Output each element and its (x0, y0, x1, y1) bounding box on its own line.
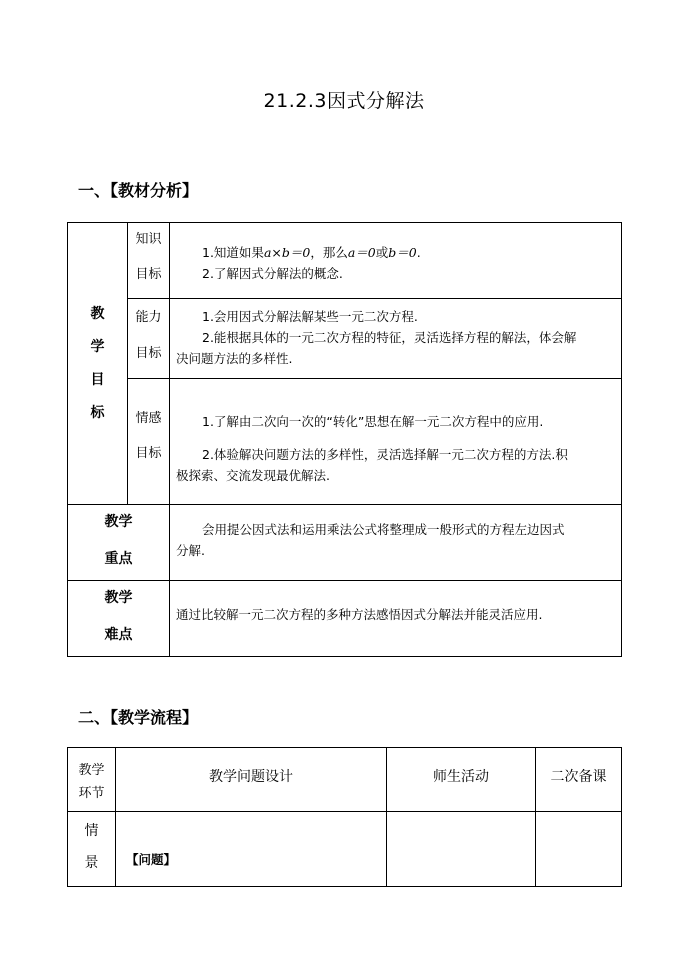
section-heading-analysis: 一、【教材分析】 (78, 181, 199, 200)
analysis-table (67, 222, 622, 657)
emotion-line-3: 极探索、交流发现最优解法. (176, 468, 330, 483)
problem-label: 【问题】 (126, 852, 177, 867)
difficulty-line-1: 通过比较解一元二次方程的多种方法感悟因式分解法并能灵活应用. (176, 607, 543, 622)
header-notes: 二次备课 (536, 748, 622, 812)
key-point-label: 教学 重点 (68, 505, 170, 581)
notes-cell (536, 812, 622, 887)
ability-content (170, 299, 622, 379)
activity-cell (387, 812, 536, 887)
key-point-line-2: 分解. (176, 543, 205, 558)
knowledge-line-1: 1.知道如果a×b＝0，那么a＝0或b＝0. (202, 245, 421, 260)
flow-table (67, 747, 622, 887)
stage-label: 情 景 (68, 812, 116, 887)
knowledge-label: 知识 目标 (128, 223, 170, 299)
knowledge-line-2: 2.了解因式分解法的概念. (202, 266, 343, 281)
ability-label: 能力 目标 (128, 299, 170, 379)
document-title: 21.2.3因式分解法 (263, 90, 425, 112)
objective-label: 教 学 目 标 (68, 223, 128, 505)
difficulty-content (170, 581, 622, 657)
key-point-line-1: 会用提公因式法和运用乘法公式将整理成一般形式的方程左边因式 (202, 522, 565, 537)
ability-line-3: 决问题方法的多样性. (176, 351, 293, 366)
ability-line-1: 1.会用因式分解法解某些一元二次方程. (202, 309, 418, 324)
emotion-label: 情感 目标 (128, 379, 170, 505)
key-point-content (170, 505, 622, 581)
header-activity: 师生活动 (387, 748, 536, 812)
knowledge-content (170, 223, 622, 299)
header-stage: 教学 环节 (68, 748, 116, 812)
difficulty-label: 教学 难点 (68, 581, 170, 657)
ability-line-2: 2.能根据具体的一元二次方程的特征，灵活选择方程的解法，体会解 (202, 330, 577, 345)
emotion-content (170, 379, 622, 505)
emotion-line-2: 2.体验解决问题方法的多样性，灵活选择解一元二次方程的方法.积 (202, 447, 568, 462)
emotion-line-1: 1.了解由二次向一次的“转化”思想在解一元二次方程中的应用. (202, 414, 544, 429)
design-cell (116, 812, 387, 887)
header-design: 教学问题设计 (116, 748, 387, 812)
section-heading-flow: 二、【教学流程】 (78, 708, 199, 727)
